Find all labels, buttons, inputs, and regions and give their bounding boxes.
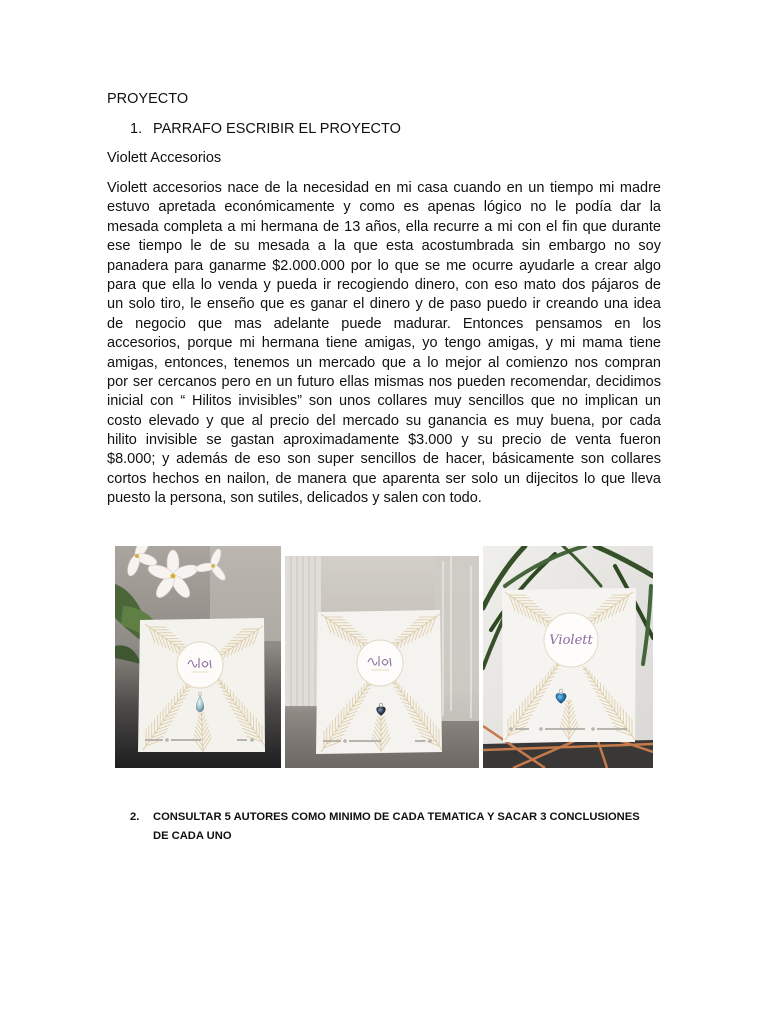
paragraph-line: por ser cercanos pero en un futuro ellas mismas nos pueden recomendar, decidimos — [107, 373, 661, 390]
paragraph-line: amigas, entonces, tenemos un mercado que a lo mejor al comienzo nos compran — [107, 354, 661, 371]
paragraph-line: para que ella lo venda y pueda ir recogiendo dinero, con eso mato dos pájaros de — [107, 276, 661, 293]
paragraph-line: ese tiempo le de su mesada a la que esta acostumbrada sin embargo no soy — [107, 238, 661, 255]
footer-mark — [515, 728, 529, 730]
project-paragraph — [107, 179, 661, 509]
paragraph-line: Violett accesorios nace de la necesidad en mi casa cuando en un tiempo mi madre — [107, 180, 661, 196]
paragraph-line: $8.000; y además de eso son super sencillos de hacer, básicamente son collares — [107, 451, 661, 468]
glass-vase — [435, 556, 479, 721]
footer-icon — [343, 739, 347, 743]
paragraph-line: costo elevado y que al precio del mercado su ganancia es muy buena, por cada — [107, 412, 661, 429]
footer-icon — [250, 738, 254, 742]
list-item-text-line: CONSULTAR 5 AUTORES COMO MINIMO DE CADA TEMATICA Y SACAR 3 CONCLUSIONES — [153, 811, 640, 823]
stamen — [211, 564, 215, 568]
footer-icon — [428, 739, 432, 743]
footer-mark — [323, 740, 341, 742]
paragraph-line: de negocio que mas adelante puede madurar. Entonces pensamos en los — [107, 315, 661, 332]
footer-icon — [539, 727, 543, 731]
paragraph-line: hilito invisible se gastan aproximadamente $3.000 y su precio de venta fueron — [107, 432, 661, 449]
stamen — [171, 574, 176, 579]
paragraph-line: accesorios, porque mi hermana tiene amigas, yo tengo amigas, y mi mama tiene — [107, 335, 661, 352]
paragraph-line: un solo tiro, le enseño que es ganar el dinero y de paso puedo ir creando una idea — [107, 296, 661, 313]
paragraph-line: inicial con “ Hilitos invisibles” son unos collares muy sencillos que no implican un — [107, 393, 661, 410]
paragraph-line: mesada completa a mi hermana de 13 años, ella recurre a mi con el fin que durante — [107, 218, 661, 235]
stamen — [135, 554, 139, 558]
footer-mark — [237, 739, 247, 741]
photo-necklace-card-1 — [115, 546, 281, 768]
footer-mark — [545, 728, 585, 730]
list-number: 1. — [130, 121, 143, 137]
footer-mark — [145, 739, 163, 741]
footer-mark — [415, 740, 425, 742]
section-subtitle: Violett Accesorios — [107, 150, 222, 166]
list-item-text: PARRAFO ESCRIBIR EL PROYECTO — [153, 121, 401, 137]
footer-icon — [165, 738, 169, 742]
logo-circle — [177, 642, 223, 688]
list-item-1 — [0, 120, 768, 139]
paragraph-line: estuvo apretada económicamente y como es apenas lógico no le podía dar la — [107, 199, 661, 216]
glass-body — [435, 556, 479, 721]
list-number: 2. — [130, 811, 140, 823]
paragraph-line: panadera para ganarme $2.000.000 por lo que se me ocurre ayudarle a crear algo — [107, 257, 661, 274]
footer-icon — [591, 727, 595, 731]
footer-icon — [509, 727, 513, 731]
photo-necklace-card-2 — [285, 556, 479, 768]
footer-mark — [597, 728, 627, 730]
footer-mark — [349, 740, 381, 742]
photo-necklace-card-3 — [483, 546, 653, 768]
list-item-text-line: DE CADA UNO — [153, 830, 232, 842]
ceramic-vase — [285, 556, 321, 706]
paragraph-line: puesto la persona, son sutiles, delicados y salen con todo. — [107, 490, 482, 507]
logo-circle — [357, 640, 403, 686]
logo-text: Violett — [549, 633, 593, 648]
paragraph-line: cortos hechos en nailon, de manera que aparenta ser solo un dijecitos lo que lleva — [107, 470, 661, 487]
document-heading: PROYECTO — [107, 91, 189, 107]
footer-mark — [171, 739, 201, 741]
